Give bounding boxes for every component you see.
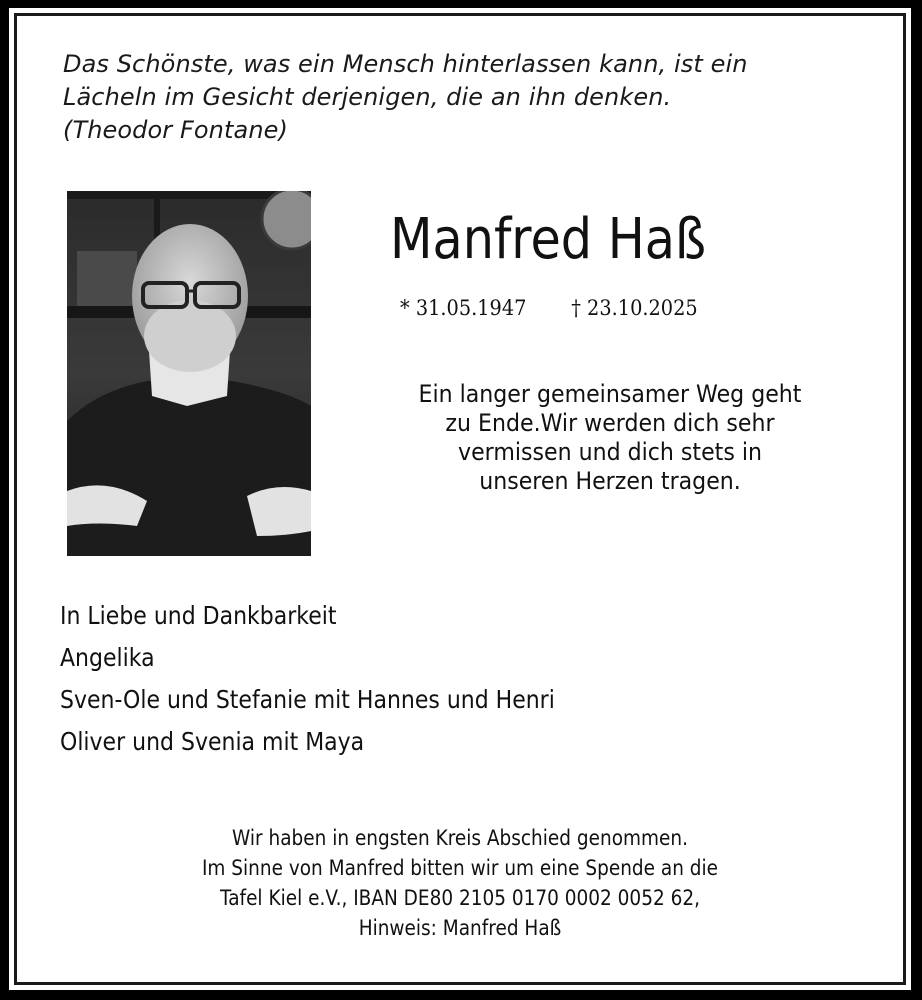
footer-line: Tafel Kiel e.V., IBAN DE80 2105 0170 0002 0052 62, <box>220 886 700 910</box>
verse-line: zu Ende.Wir werden dich sehr <box>445 409 775 437</box>
life-dates <box>400 296 786 320</box>
portrait-photo <box>67 191 311 556</box>
birth-star-icon: * <box>400 296 410 320</box>
verse-line: Ein langer gemeinsamer Weg geht <box>418 380 802 408</box>
mourners-intro: In Liebe und Dankbarkeit <box>60 601 337 630</box>
mourner-name: Angelika <box>60 643 155 672</box>
verse-text <box>350 380 870 496</box>
death-cross-icon: † <box>571 296 581 320</box>
footer-line: Im Sinne von Manfred bitten wir um eine Spende an die <box>201 856 719 880</box>
portrait-image <box>67 191 311 556</box>
verse-line: unseren Herzen tragen. <box>479 467 741 495</box>
quote-line: Lächeln im Gesicht derjenigen, die an ihn denken. <box>63 83 672 111</box>
mourner-name: Sven-Ole und Stefanie mit Hannes und Henri <box>60 685 555 714</box>
quote-author: (Theodor Fontane) <box>63 116 288 144</box>
footer-line: Hinweis: Manfred Haß <box>358 916 562 940</box>
quote-line: Das Schönste, was ein Mensch hinterlassen kann, ist ein <box>63 50 748 78</box>
death-date: 23.10.2025 <box>587 296 698 320</box>
mourner-name: Oliver und Svenia mit Maya <box>60 727 365 756</box>
birth-date: 31.05.1947 <box>415 296 527 320</box>
deceased-name: Manfred Haß <box>390 207 707 272</box>
mourners-list <box>60 595 860 763</box>
donation-notice <box>100 823 820 943</box>
memorial-quote <box>63 48 863 147</box>
verse-line: vermissen und dich stets in <box>458 438 762 466</box>
footer-line: Wir haben in engsten Kreis Abschied genommen. <box>232 826 688 850</box>
